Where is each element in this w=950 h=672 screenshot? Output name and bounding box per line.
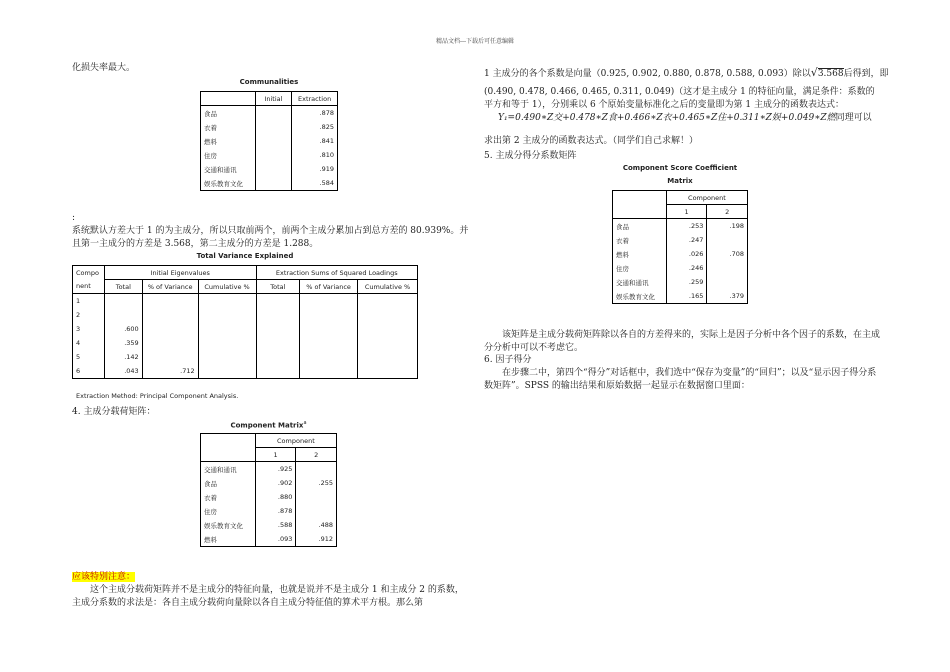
cell: .379 [707,289,748,304]
cell [707,233,748,247]
formula-tail: 同理可以 [835,113,872,123]
intro-text: 化损失率最大。 [72,63,136,73]
row-label: 衣着 [201,490,256,504]
table-row [613,275,748,289]
colon-mark: : [72,213,76,223]
cscm-title-1: Component Score Coefficient [622,164,738,172]
factor-score-paragraph: 在步骤二中，第四个“得分”对话框中，我们选中“保存为变量”的“回归”；以及“显示因子得分系数矩阵”。SPSS 的输出结果和原始数据一起显示在数据窗口里面： [484,368,877,391]
cell: .359 [104,336,142,350]
table-row [73,308,418,322]
table-header: 2 [707,205,748,219]
cell [198,364,256,379]
row-label: 2 [73,308,105,322]
cell [142,336,198,350]
cell [142,294,198,309]
table-row [201,504,337,518]
table-row [73,294,418,309]
cell [142,308,198,322]
table-row [613,219,748,234]
table-row [201,518,337,532]
cell [256,308,300,322]
cell [198,308,256,322]
row-label: 住房 [613,261,667,275]
table-row [73,364,418,379]
section-4-heading: 4. 主成分载荷矩阵： [72,407,156,417]
table-header-row [201,434,337,448]
coef-line-1 [484,66,889,81]
coef-line-1a: 1 主成分的各个系数是向量（0.925, 0.902, 0.880, 0.878, 0.588, 0.093）除以 [484,69,811,79]
cell: .093 [255,532,296,547]
row-label: 燃料 [201,134,256,148]
cscm-title-2: Matrix [667,177,693,185]
cell [255,134,292,148]
row-label: 1 [73,294,105,309]
component-matrix-table [200,433,337,547]
total-variance-table [72,265,418,379]
cell: .253 [666,219,707,234]
table-header: Component [255,434,336,448]
table-row [201,120,338,134]
cell: .825 [292,120,338,134]
formula: Y₁=0.490∗Z交+0.478∗Z食+0.466∗Z衣+0.465∗Z住+0.311∗Z娱+0.049∗Z燃 [498,113,836,123]
coef-line-3: 求出第 2 主成分的函数表达式。（同学们自己求解！） [484,136,698,146]
cell [296,462,337,477]
cell: .198 [707,219,748,234]
table-header-row [73,280,418,294]
row-label: 燃料 [201,532,256,547]
cell [358,336,418,350]
cell [300,350,358,364]
table-header: Component [666,191,747,205]
table-row [73,336,418,350]
row-label: 燃料 [613,247,667,261]
cell [255,148,292,162]
cell [300,322,358,336]
table-header-row [613,191,748,205]
table-header: 1 [666,205,707,219]
component-score-table [612,190,748,304]
cell [255,106,292,121]
table-row [201,148,338,162]
cell [198,336,256,350]
cell [300,364,358,379]
table-row [613,261,748,275]
cell: .600 [104,322,142,336]
row-label: 衣着 [201,120,256,134]
cell [300,308,358,322]
cell [142,350,198,364]
cell: .902 [255,476,296,490]
paragraph-variance: 系统默认方差大于 1 的为主成分，所以只取前两个，前两个主成分累加占到总方差的 80.939%。并且第一主成分的方差是 3.568，第二主成分的方差是 1.288。 [72,226,469,249]
communalities-title: Communalities [239,78,299,86]
row-label: 交通和通讯 [201,162,256,176]
section-5-heading: 5. 主成分得分系数矩阵 [484,151,577,161]
communalities-table [200,91,338,191]
cell: .488 [296,518,337,532]
table-header: 1 [255,448,296,462]
cell [104,294,142,309]
cell [256,336,300,350]
table-row [201,462,337,477]
note-highlight: 应该特别注意： [72,572,136,582]
cell [358,350,418,364]
cell [296,504,337,518]
cell [256,364,300,379]
cm-title-text: Component Matrix [230,421,304,430]
cell [255,162,292,176]
section-6-heading: 6. 因子得分 [484,355,532,365]
row-label: 食品 [613,219,667,234]
table-row [73,350,418,364]
cell: .043 [104,364,142,379]
row-label: 娱乐教育文化 [201,176,256,191]
cell: .841 [292,134,338,148]
cell: .165 [666,289,707,304]
cell [256,294,300,309]
table-header: Extraction [292,92,338,106]
table-header [201,92,256,106]
cm-title [200,420,337,429]
cell [358,294,418,309]
cell [358,322,418,336]
coef-paragraph: (0.490, 0.478, 0.466, 0.465, 0.311, 0.049)（这才是主成分 1 的特征向量，满足条件：系数的平方和等于 1），分别乘以 6 个原始变量标准化之后的变量即为第 1 主成分的函数表达式： [484,87,875,110]
cell: .584 [292,176,338,191]
cell: .246 [666,261,707,275]
cell [256,350,300,364]
table-row [201,476,337,490]
row-label: 食品 [201,106,256,121]
table-row [613,247,748,261]
cell: .880 [255,490,296,504]
row-label: 娱乐教育文化 [613,289,667,304]
table-header: Extraction Sums of Squared Loadings [256,266,417,280]
cell: .810 [292,148,338,162]
cell: .247 [666,233,707,247]
note-paragraph: 这个主成分载荷矩阵并不是主成分的特征向量，也就是说并不是主成分 1 和主成分 2 的系数，主成分系数的求法是：各自主成分载荷向量除以各自主成分特征值的算术平方根。那么第 [72,585,464,608]
table-header-row [201,92,338,106]
cell [300,294,358,309]
table-header-row [73,266,418,280]
table-row [201,106,338,121]
row-label: 住房 [201,504,256,518]
sqrt-value: 3.568 [817,69,844,79]
table-header [201,434,256,462]
cell [707,275,748,289]
cell [255,176,292,191]
table-row [73,322,418,336]
row-label: 衣着 [613,233,667,247]
formula-line [498,112,888,125]
row-label: 交通和通讯 [613,275,667,289]
cell: .026 [666,247,707,261]
row-label: 交通和通讯 [201,462,256,477]
table-header: Cumulative % [358,280,418,294]
cell [358,364,418,379]
row-label: 娱乐教育文化 [201,518,256,532]
cell: .925 [255,462,296,477]
tve-footnote: Extraction Method: Principal Component Analysis. [76,392,239,400]
table-header: Initial [255,92,292,106]
cell: .919 [292,162,338,176]
table-row [613,233,748,247]
cell [296,490,337,504]
table-header: Total [104,280,142,294]
cell: .878 [292,106,338,121]
cell [255,120,292,134]
table-header: % of Variance [300,280,358,294]
cell [198,350,256,364]
page-header: 精品文档---下载后可任意编辑 [435,38,515,45]
table-header: Compo [73,266,105,280]
cell [142,322,198,336]
cell [198,294,256,309]
row-label: 6 [73,364,105,379]
cell [707,261,748,275]
cell [104,308,142,322]
table-header: Cumulative % [198,280,256,294]
row-label: 食品 [201,476,256,490]
table-row [201,134,338,148]
note-heading [72,571,135,584]
table-header: Total [256,280,300,294]
row-label: 3 [73,322,105,336]
sqrt-sign: √ [810,66,818,79]
table-row [201,490,337,504]
row-label: 住房 [201,148,256,162]
coef-line-1b: 后得到，即 [843,69,889,79]
cell: .588 [255,518,296,532]
cell: .878 [255,504,296,518]
cell [300,336,358,350]
table-header: nent [73,280,105,294]
cm-title-sup: a [303,420,307,426]
table-row [613,289,748,304]
cell [198,322,256,336]
row-label: 4 [73,336,105,350]
cell: .912 [296,532,337,547]
tve-title: Total Variance Explained [196,252,294,260]
cell: .259 [666,275,707,289]
table-header [613,191,667,219]
row-label: 5 [73,350,105,364]
cell: .255 [296,476,337,490]
table-row [201,162,338,176]
cell: .708 [707,247,748,261]
table-row [201,532,337,547]
cell [358,308,418,322]
table-header: % of Variance [142,280,198,294]
cell: .712 [142,364,198,379]
score-paragraph: 该矩阵是主成分载荷矩阵除以各自的方差得来的，实际上是因子分析中各个因子的系数，在主成分分析中可以不考虑它。 [484,330,881,353]
cell [256,322,300,336]
table-header: Initial Eigenvalues [104,266,256,280]
table-header: 2 [296,448,337,462]
table-row [201,176,338,191]
cell: .142 [104,350,142,364]
